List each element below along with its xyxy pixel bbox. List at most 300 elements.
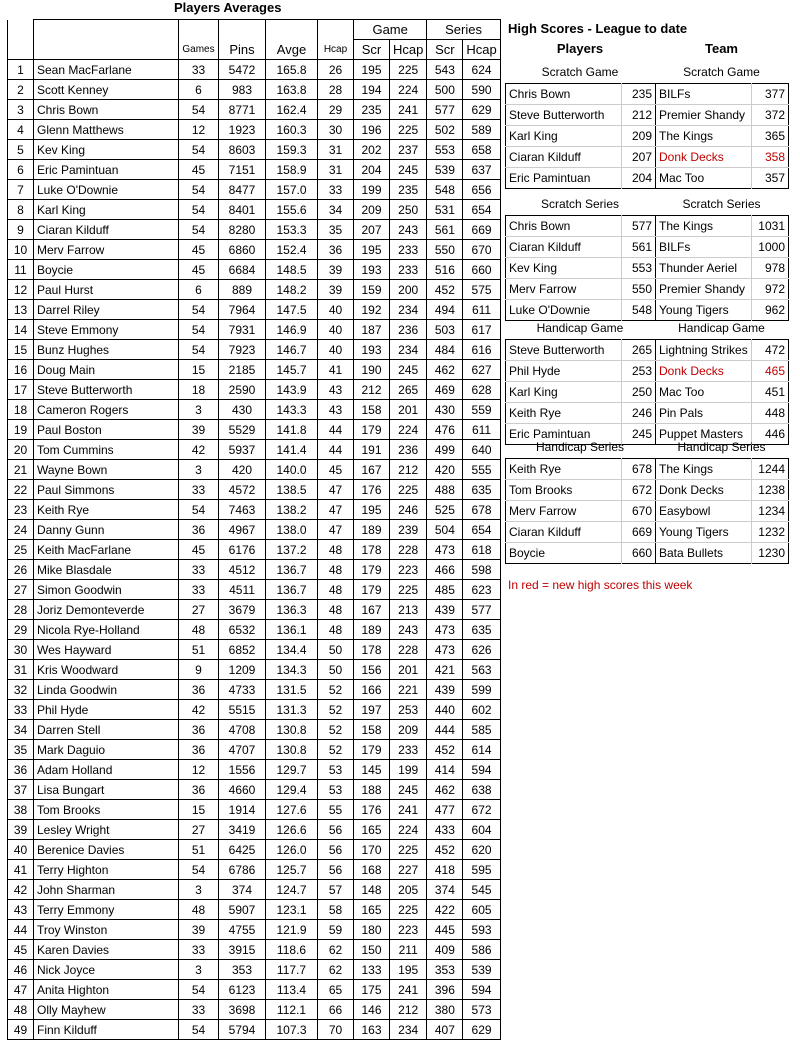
games-cell: 45 (179, 260, 219, 280)
games-cell: 36 (179, 740, 219, 760)
high-score-section-table (505, 83, 789, 189)
player-name-cell: Berenice Davies (34, 840, 179, 860)
player-name-cell: Tom Cummins (34, 440, 179, 460)
rank-cell: 31 (8, 660, 34, 680)
game-handicap-cell: 223 (390, 560, 427, 580)
player-name-cell: Terry Emmony (34, 900, 179, 920)
pins-cell: 6425 (219, 840, 266, 860)
average-cell: 126.6 (266, 820, 318, 840)
games-cell: 45 (179, 540, 219, 560)
high-score-row (506, 84, 789, 105)
series-handicap-cell: 573 (463, 1000, 500, 1020)
handicap-cell: 48 (318, 540, 354, 560)
game-scratch-cell: 176 (354, 480, 390, 500)
games-cell: 15 (179, 360, 219, 380)
player-row (8, 400, 501, 420)
high-score-team-value: 448 (752, 403, 789, 424)
series-scratch-cell: 452 (427, 840, 463, 860)
game-handicap-cell: 212 (390, 460, 427, 480)
player-name-cell: Doug Main (34, 360, 179, 380)
high-score-team-value: 365 (752, 126, 789, 147)
game-handicap-cell: 241 (390, 100, 427, 120)
game-handicap-cell: 245 (390, 160, 427, 180)
handicap-cell: 52 (318, 740, 354, 760)
average-cell: 113.4 (266, 980, 318, 1000)
games-cell: 51 (179, 840, 219, 860)
rank-cell: 34 (8, 720, 34, 740)
rank-cell: 17 (8, 380, 34, 400)
series-handicap-cell: 627 (463, 360, 500, 380)
high-score-team-name: Premier Shandy (656, 279, 752, 300)
average-cell: 152.4 (266, 240, 318, 260)
high-score-row (506, 459, 789, 480)
high-score-team-value: 451 (752, 382, 789, 403)
player-row (8, 840, 501, 860)
high-score-team-name: BILFs (656, 84, 752, 105)
game-handicap-cell: 195 (390, 960, 427, 980)
average-cell: 138.0 (266, 520, 318, 540)
average-cell: 138.2 (266, 500, 318, 520)
game-scratch-cell: 195 (354, 500, 390, 520)
rank-cell: 22 (8, 480, 34, 500)
series-handicap-cell: 678 (463, 500, 500, 520)
average-cell: 148.5 (266, 260, 318, 280)
average-cell: 136.1 (266, 620, 318, 640)
game-scratch-cell: 165 (354, 820, 390, 840)
average-cell: 123.1 (266, 900, 318, 920)
series-scratch-cell: 553 (427, 140, 463, 160)
game-scratch-cell: 187 (354, 320, 390, 340)
series-scratch-cell: 439 (427, 600, 463, 620)
player-name-cell: Kev King (34, 140, 179, 160)
games-cell: 18 (179, 380, 219, 400)
pins-cell: 889 (219, 280, 266, 300)
high-score-row (506, 361, 789, 382)
series-handicap-cell: 637 (463, 160, 500, 180)
high-score-row (506, 105, 789, 126)
handicap-cell: 43 (318, 380, 354, 400)
series-handicap-cell: 670 (463, 240, 500, 260)
player-name-cell: Ciaran Kilduff (34, 220, 179, 240)
game-handicap-cell: 212 (390, 1000, 427, 1020)
player-row (8, 920, 501, 940)
game-handicap-cell: 234 (390, 300, 427, 320)
pins-cell: 4707 (219, 740, 266, 760)
player-row (8, 580, 501, 600)
series-scratch-cell: 577 (427, 100, 463, 120)
series-scratch-cell: 561 (427, 220, 463, 240)
rank-cell: 35 (8, 740, 34, 760)
series-scratch-cell: 500 (427, 80, 463, 100)
series-handicap-cell: 614 (463, 740, 500, 760)
player-name-cell: Lesley Wright (34, 820, 179, 840)
high-score-player-value: 553 (622, 258, 656, 279)
games-cell: 54 (179, 340, 219, 360)
series-handicap-cell: 595 (463, 860, 500, 880)
game-scratch-cell: 189 (354, 520, 390, 540)
high-score-player-name: Ciaran Kilduff (506, 522, 622, 543)
game-scratch-cell: 178 (354, 640, 390, 660)
high-score-player-name: Kev King (506, 258, 622, 279)
series-scratch-cell: 418 (427, 860, 463, 880)
series-scratch-cell: 531 (427, 200, 463, 220)
series-handicap-cell: 624 (463, 60, 500, 80)
player-name-cell: Cameron Rogers (34, 400, 179, 420)
player-name-cell: Wayne Bown (34, 460, 179, 480)
game-scratch-cell: 191 (354, 440, 390, 460)
pins-cell: 6176 (219, 540, 266, 560)
player-name-cell: Keith MacFarlane (34, 540, 179, 560)
average-cell: 117.7 (266, 960, 318, 980)
games-cell: 48 (179, 900, 219, 920)
series-handicap-cell: 598 (463, 560, 500, 580)
high-score-player-value: 678 (622, 459, 656, 480)
high-score-player-value: 670 (622, 501, 656, 522)
series-handicap-cell: 575 (463, 280, 500, 300)
games-cell: 27 (179, 820, 219, 840)
series-scratch-cell: 422 (427, 900, 463, 920)
handicap-cell: 53 (318, 760, 354, 780)
high-score-player-value: 672 (622, 480, 656, 501)
pins-cell: 6852 (219, 640, 266, 660)
game-scratch-cell: 167 (354, 600, 390, 620)
high-score-player-value: 250 (622, 382, 656, 403)
game-scratch-cell: 180 (354, 920, 390, 940)
game-scratch-cell: 192 (354, 300, 390, 320)
game-handicap-cell: 245 (390, 360, 427, 380)
game-scratch-cell: 207 (354, 220, 390, 240)
handicap-cell: 41 (318, 360, 354, 380)
rank-cell: 14 (8, 320, 34, 340)
series-handicap-cell: 599 (463, 680, 500, 700)
handicap-cell: 26 (318, 60, 354, 80)
game-scratch-cell: 193 (354, 260, 390, 280)
high-score-row (506, 403, 789, 424)
high-score-team-name: The Kings (656, 216, 752, 237)
series-scratch-cell: 499 (427, 440, 463, 460)
game-handicap-cell: 233 (390, 260, 427, 280)
player-name-cell: Keith Rye (34, 500, 179, 520)
player-row (8, 180, 501, 200)
pins-cell: 3419 (219, 820, 266, 840)
game-scratch-cell: 167 (354, 460, 390, 480)
handicap-cell: 29 (318, 100, 354, 120)
rank-cell: 1 (8, 60, 34, 80)
game-scratch-cell: 159 (354, 280, 390, 300)
handicap-cell: 50 (318, 640, 354, 660)
pins-cell: 8280 (219, 220, 266, 240)
pins-cell: 5515 (219, 700, 266, 720)
player-row (8, 620, 501, 640)
game-handicap-cell: 233 (390, 240, 427, 260)
section-label-team: Scratch Series (682, 197, 761, 211)
player-row (8, 820, 501, 840)
handicap-cell: 34 (318, 200, 354, 220)
pins-cell: 4755 (219, 920, 266, 940)
handicap-cell: 40 (318, 320, 354, 340)
pins-cell: 5529 (219, 420, 266, 440)
rank-cell: 8 (8, 200, 34, 220)
handicap-cell: 52 (318, 700, 354, 720)
player-row (8, 300, 501, 320)
rank-cell: 2 (8, 80, 34, 100)
handicap-cell: 62 (318, 940, 354, 960)
high-score-team-name: Thunder Aeriel (656, 258, 752, 279)
series-handicap-cell: 654 (463, 200, 500, 220)
average-cell: 146.9 (266, 320, 318, 340)
player-name-cell: Olly Mayhew (34, 1000, 179, 1020)
rank-cell: 43 (8, 900, 34, 920)
games-cell: 42 (179, 440, 219, 460)
rank-cell: 20 (8, 440, 34, 460)
pins-cell: 1209 (219, 660, 266, 680)
games-cell: 54 (179, 300, 219, 320)
player-name-cell: Finn Kilduff (34, 1020, 179, 1040)
series-handicap-cell: 585 (463, 720, 500, 740)
team-column-title: Team (705, 41, 738, 56)
rank-cell: 18 (8, 400, 34, 420)
average-cell: 157.0 (266, 180, 318, 200)
average-cell: 134.4 (266, 640, 318, 660)
player-row (8, 100, 501, 120)
high-score-team-value: 972 (752, 279, 789, 300)
high-score-team-name: Puppet Masters (656, 424, 752, 445)
series-handicap-cell: 640 (463, 440, 500, 460)
player-name-cell: Danny Gunn (34, 520, 179, 540)
average-cell: 125.7 (266, 860, 318, 880)
high-score-team-value: 377 (752, 84, 789, 105)
series-scratch-cell: 444 (427, 720, 463, 740)
average-cell: 165.8 (266, 60, 318, 80)
games-cell: 54 (179, 980, 219, 1000)
series-handicap-cell: 611 (463, 300, 500, 320)
game-handicap-cell: 225 (390, 60, 427, 80)
player-row (8, 800, 501, 820)
high-score-player-name: Keith Rye (506, 459, 622, 480)
series-scratch-cell: 409 (427, 940, 463, 960)
handicap-cell: 50 (318, 660, 354, 680)
series-scratch-cell: 550 (427, 240, 463, 260)
game-scratch-cell: 158 (354, 720, 390, 740)
series-handicap-cell: 590 (463, 80, 500, 100)
game-handicap-cell: 234 (390, 1020, 427, 1040)
high-score-player-name: Ciaran Kilduff (506, 237, 622, 258)
player-row (8, 880, 501, 900)
player-name-cell: Eric Pamintuan (34, 160, 179, 180)
handicap-cell: 48 (318, 580, 354, 600)
handicap-cell: 35 (318, 220, 354, 240)
games-cell: 33 (179, 480, 219, 500)
player-row (8, 380, 501, 400)
high-score-player-value: 265 (622, 340, 656, 361)
high-score-team-value: 1244 (752, 459, 789, 480)
series-handicap-cell: 669 (463, 220, 500, 240)
average-cell: 137.2 (266, 540, 318, 560)
player-row (8, 200, 501, 220)
average-cell: 160.3 (266, 120, 318, 140)
average-cell: 162.4 (266, 100, 318, 120)
high-score-row (506, 126, 789, 147)
games-cell: 33 (179, 560, 219, 580)
rank-cell: 21 (8, 460, 34, 480)
player-row (8, 260, 501, 280)
series-scratch-cell: 396 (427, 980, 463, 1000)
series-scratch-cell: 445 (427, 920, 463, 940)
player-row (8, 900, 501, 920)
high-score-team-name: Donk Decks (656, 480, 752, 501)
series-handicap-cell: 617 (463, 320, 500, 340)
player-row (8, 120, 501, 140)
rank-cell: 40 (8, 840, 34, 860)
game-handicap-cell: 225 (390, 580, 427, 600)
games-cell: 48 (179, 620, 219, 640)
game-handicap-cell: 225 (390, 900, 427, 920)
average-cell: 130.8 (266, 720, 318, 740)
games-cell: 54 (179, 180, 219, 200)
game-handicap-cell: 239 (390, 520, 427, 540)
games-cell: 54 (179, 100, 219, 120)
series-handicap-cell: 672 (463, 800, 500, 820)
pins-cell: 6786 (219, 860, 266, 880)
game-handicap-cell: 228 (390, 640, 427, 660)
player-row (8, 960, 501, 980)
high-score-player-value: 246 (622, 403, 656, 424)
game-handicap-cell: 234 (390, 340, 427, 360)
game-handicap-cell: 241 (390, 800, 427, 820)
average-cell: 153.3 (266, 220, 318, 240)
average-cell: 141.8 (266, 420, 318, 440)
games-cell: 9 (179, 660, 219, 680)
pins-cell: 6123 (219, 980, 266, 1000)
games-cell: 54 (179, 500, 219, 520)
rank-cell: 33 (8, 700, 34, 720)
rank-cell: 19 (8, 420, 34, 440)
high-score-player-name: Steve Butterworth (506, 340, 622, 361)
player-row (8, 240, 501, 260)
pins-cell: 4967 (219, 520, 266, 540)
high-score-team-name: Mac Too (656, 168, 752, 189)
rank-cell: 29 (8, 620, 34, 640)
series-handicap-cell: 611 (463, 420, 500, 440)
series-scratch-cell: 462 (427, 780, 463, 800)
handicap-cell: 36 (318, 240, 354, 260)
game-handicap-cell: 200 (390, 280, 427, 300)
high-score-player-name: Merv Farrow (506, 279, 622, 300)
game-scratch-cell: 150 (354, 940, 390, 960)
pins-cell: 7151 (219, 160, 266, 180)
game-scratch-cell: 156 (354, 660, 390, 680)
players-averages-table (7, 19, 501, 1040)
game-scratch-cell: 235 (354, 100, 390, 120)
player-name-cell: Nick Joyce (34, 960, 179, 980)
high-score-row (506, 501, 789, 522)
handicap-cell: 40 (318, 340, 354, 360)
average-cell: 163.8 (266, 80, 318, 100)
average-cell: 138.5 (266, 480, 318, 500)
player-name-cell: Adam Holland (34, 760, 179, 780)
high-score-team-name: Young Tigers (656, 300, 752, 321)
pins-cell: 6684 (219, 260, 266, 280)
series-scratch-cell: 353 (427, 960, 463, 980)
player-name-cell: Boycie (34, 260, 179, 280)
games-cell: 54 (179, 1020, 219, 1040)
handicap-cell: 47 (318, 500, 354, 520)
rank-cell: 37 (8, 780, 34, 800)
series-handicap-cell: 604 (463, 820, 500, 840)
average-cell: 141.4 (266, 440, 318, 460)
game-handicap-cell: 253 (390, 700, 427, 720)
series-handicap-cell: 629 (463, 1020, 500, 1040)
handicap-cell: 28 (318, 80, 354, 100)
pins-cell: 420 (219, 460, 266, 480)
handicap-cell: 44 (318, 440, 354, 460)
high-score-team-value: 472 (752, 340, 789, 361)
average-cell: 131.3 (266, 700, 318, 720)
series-scratch-cell: 525 (427, 500, 463, 520)
games-cell: 6 (179, 280, 219, 300)
player-row (8, 60, 501, 80)
series-handicap-cell: 618 (463, 540, 500, 560)
high-score-player-name: Chris Bown (506, 216, 622, 237)
rank-cell: 46 (8, 960, 34, 980)
game-handicap-cell: 209 (390, 720, 427, 740)
high-score-team-value: 465 (752, 361, 789, 382)
rank-cell: 45 (8, 940, 34, 960)
average-cell: 136.7 (266, 560, 318, 580)
series-handicap-cell: 616 (463, 340, 500, 360)
rank-cell: 6 (8, 160, 34, 180)
high-scores-title: High Scores - League to date (508, 21, 688, 36)
pins-cell: 3679 (219, 600, 266, 620)
high-score-team-value: 1232 (752, 522, 789, 543)
games-cell: 3 (179, 400, 219, 420)
handicap-cell: 52 (318, 720, 354, 740)
pins-cell: 374 (219, 880, 266, 900)
games-cell: 36 (179, 680, 219, 700)
series-handicap-cell: 620 (463, 840, 500, 860)
game-scratch-cell: 145 (354, 760, 390, 780)
game-scratch-cell: 179 (354, 420, 390, 440)
pins-cell: 5907 (219, 900, 266, 920)
game-scratch-cell: 193 (354, 340, 390, 360)
player-name-cell: John Sharman (34, 880, 179, 900)
games-cell: 42 (179, 700, 219, 720)
game-handicap-cell: 265 (390, 380, 427, 400)
player-row (8, 540, 501, 560)
series-handicap-cell: 656 (463, 180, 500, 200)
handicap-cell: 55 (318, 800, 354, 820)
pins-cell: 7463 (219, 500, 266, 520)
pins-cell: 983 (219, 80, 266, 100)
series-scratch-cell: 421 (427, 660, 463, 680)
game-hcap-column-header: Hcap (390, 40, 427, 60)
player-name-cell: Nicola Rye-Holland (34, 620, 179, 640)
game-handicap-cell: 199 (390, 760, 427, 780)
game-scratch-cell: 190 (354, 360, 390, 380)
player-row (8, 320, 501, 340)
player-row (8, 780, 501, 800)
game-scratch-cell: 202 (354, 140, 390, 160)
games-cell: 54 (179, 200, 219, 220)
average-cell: 130.8 (266, 740, 318, 760)
average-cell: 148.2 (266, 280, 318, 300)
high-score-player-name: Karl King (506, 126, 622, 147)
player-row (8, 360, 501, 380)
average-cell: 129.7 (266, 760, 318, 780)
game-scratch-cell: 194 (354, 80, 390, 100)
game-handicap-cell: 227 (390, 860, 427, 880)
high-score-team-value: 1238 (752, 480, 789, 501)
